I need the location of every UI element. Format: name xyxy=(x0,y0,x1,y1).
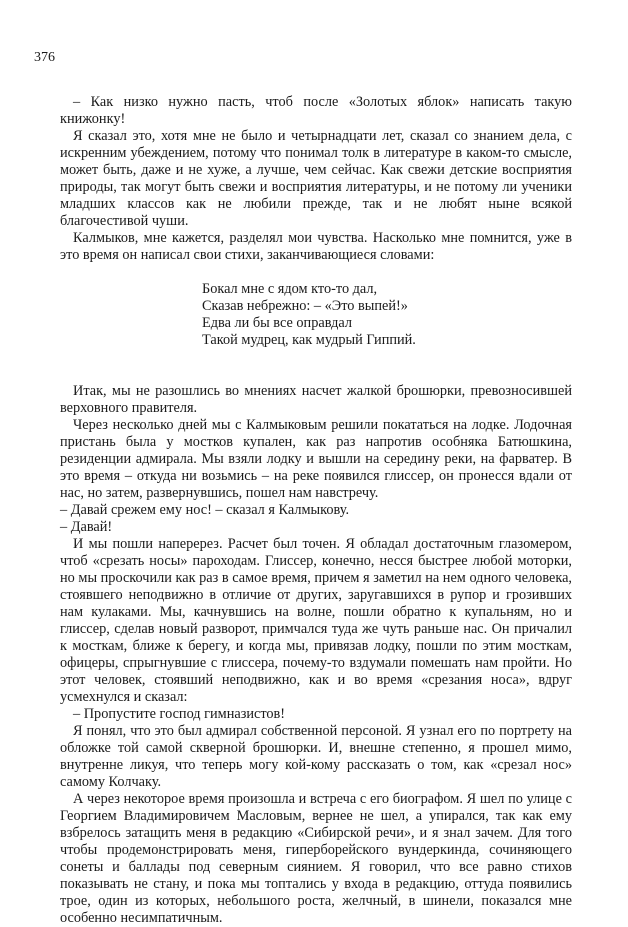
paragraph: Итак, мы не разошлись во мнениях насчет жалкой брошюрки, превозносившей верховного правителя. xyxy=(60,383,572,416)
paragraph: – Как низко нужно пасть, чтоб после «Золотых яблок» написать такую книжонку! xyxy=(60,94,572,127)
paragraph: А через некоторое время произошла и встреча с его биографом. Я шел по улице с Георгием Владимировичем Масловым, вернее не шел, а упирался, так как ему взбрелось затащить меня в редакцию «Сибирской речи», и я знал зачем. Для того чтобы продемонстрировать меня, гиперборейского вундеркинда, сочиняющего сонеты и баллады под северным сиянием. Я говорил, что все равно стихов показывать не стану, и пока мы топтались у входа в редакцию, оттуда появились трое, один из которых, небольшого роста, желчный, в шинели, показался мне особенно несимпатичным. xyxy=(60,791,572,926)
paragraph: Через несколько дней мы с Калмыковым решили покататься на лодке. Лодочная пристань была у мостков купален, как раз напротив особняка Батюшкина, резиденции адмирала. Мы взяли лодку и вышли на середину реки, на фарватер. В это время – откуда ни возьмись – на реке появился глиссер, он пронесся вдали от нас, но затем, развернувшись, пошел нам навстречу. xyxy=(60,417,572,501)
poem-line: Такой мудрец, как мудрый Гиппий. xyxy=(202,332,416,348)
paragraph: Калмыков, мне кажется, разделял мои чувства. Насколько мне помнится, уже в это время он написал свои стихи, заканчивающиеся словами: xyxy=(60,230,572,263)
dialogue-line: – Пропустите господ гимназистов! xyxy=(73,706,286,722)
book-page-text xyxy=(60,94,572,927)
poem-line: Бокал мне с ядом кто-то дал, xyxy=(202,281,378,297)
poem-line: Едва ли бы все оправдал xyxy=(202,315,352,331)
poem xyxy=(202,281,572,349)
spacer xyxy=(60,366,572,383)
paragraph: Я понял, что это был адмирал собственной персоной. Я узнал его по портрету на обложке той самой скверной брошюрки. И, внешне степенно, я прошел мимо, внутренне ликуя, что теперь могу кой-кому рассказать о том, как «срезал нос» самому Колчаку. xyxy=(60,723,572,790)
dialogue-line: – Давай! xyxy=(60,519,113,535)
poem-line: Сказав небрежно: – «Это выпей!» xyxy=(202,298,408,314)
paragraph: Я сказал это, хотя мне не было и четырнадцати лет, сказал со знанием дела, с искренним убеждением, потому что понимал толк в литературе в каком-то смысле, может быть, даже и не хуже, а лучше, чем сейчас. Как свежи детские восприятия природы, так могут быть свежи и восприятия литературы, и не потому ли ученики младших классов как не любили прежде, так и не любят ныне всякой благочестивой чуши. xyxy=(60,128,572,229)
dialogue-line: – Давай срежем ему нос! – сказал я Калмыкову. xyxy=(60,502,350,518)
paragraph: И мы пошли наперерез. Расчет был точен. Я обладал достаточным глазомером, чтоб «срезать носы» пароходам. Глиссер, конечно, несся быстрее любой моторки, но мы проскочили как раз в самое время, причем я заметил на нем одного человека, стоявшего неподвижно в отличие от других, заругавшихся в рупор и грозивших нам кулаками. Мы, качнувшись на волне, пошли обратно к купальням, но и глиссер, сделав новый разворот, примчался туда же чуть раньше нас. Он причалил к мосткам, ближе к берегу, и когда мы, привязав лодку, пошли по этим мосткам, офицеры, спрыгнувшие с глиссера, почему-то вздумали помешать нам пройти. Но этот человек, стоявший неподвижно, как и во время «срезания носа», вдруг усмехнулся и сказал: xyxy=(60,536,572,705)
page-number: 376 xyxy=(34,50,55,65)
